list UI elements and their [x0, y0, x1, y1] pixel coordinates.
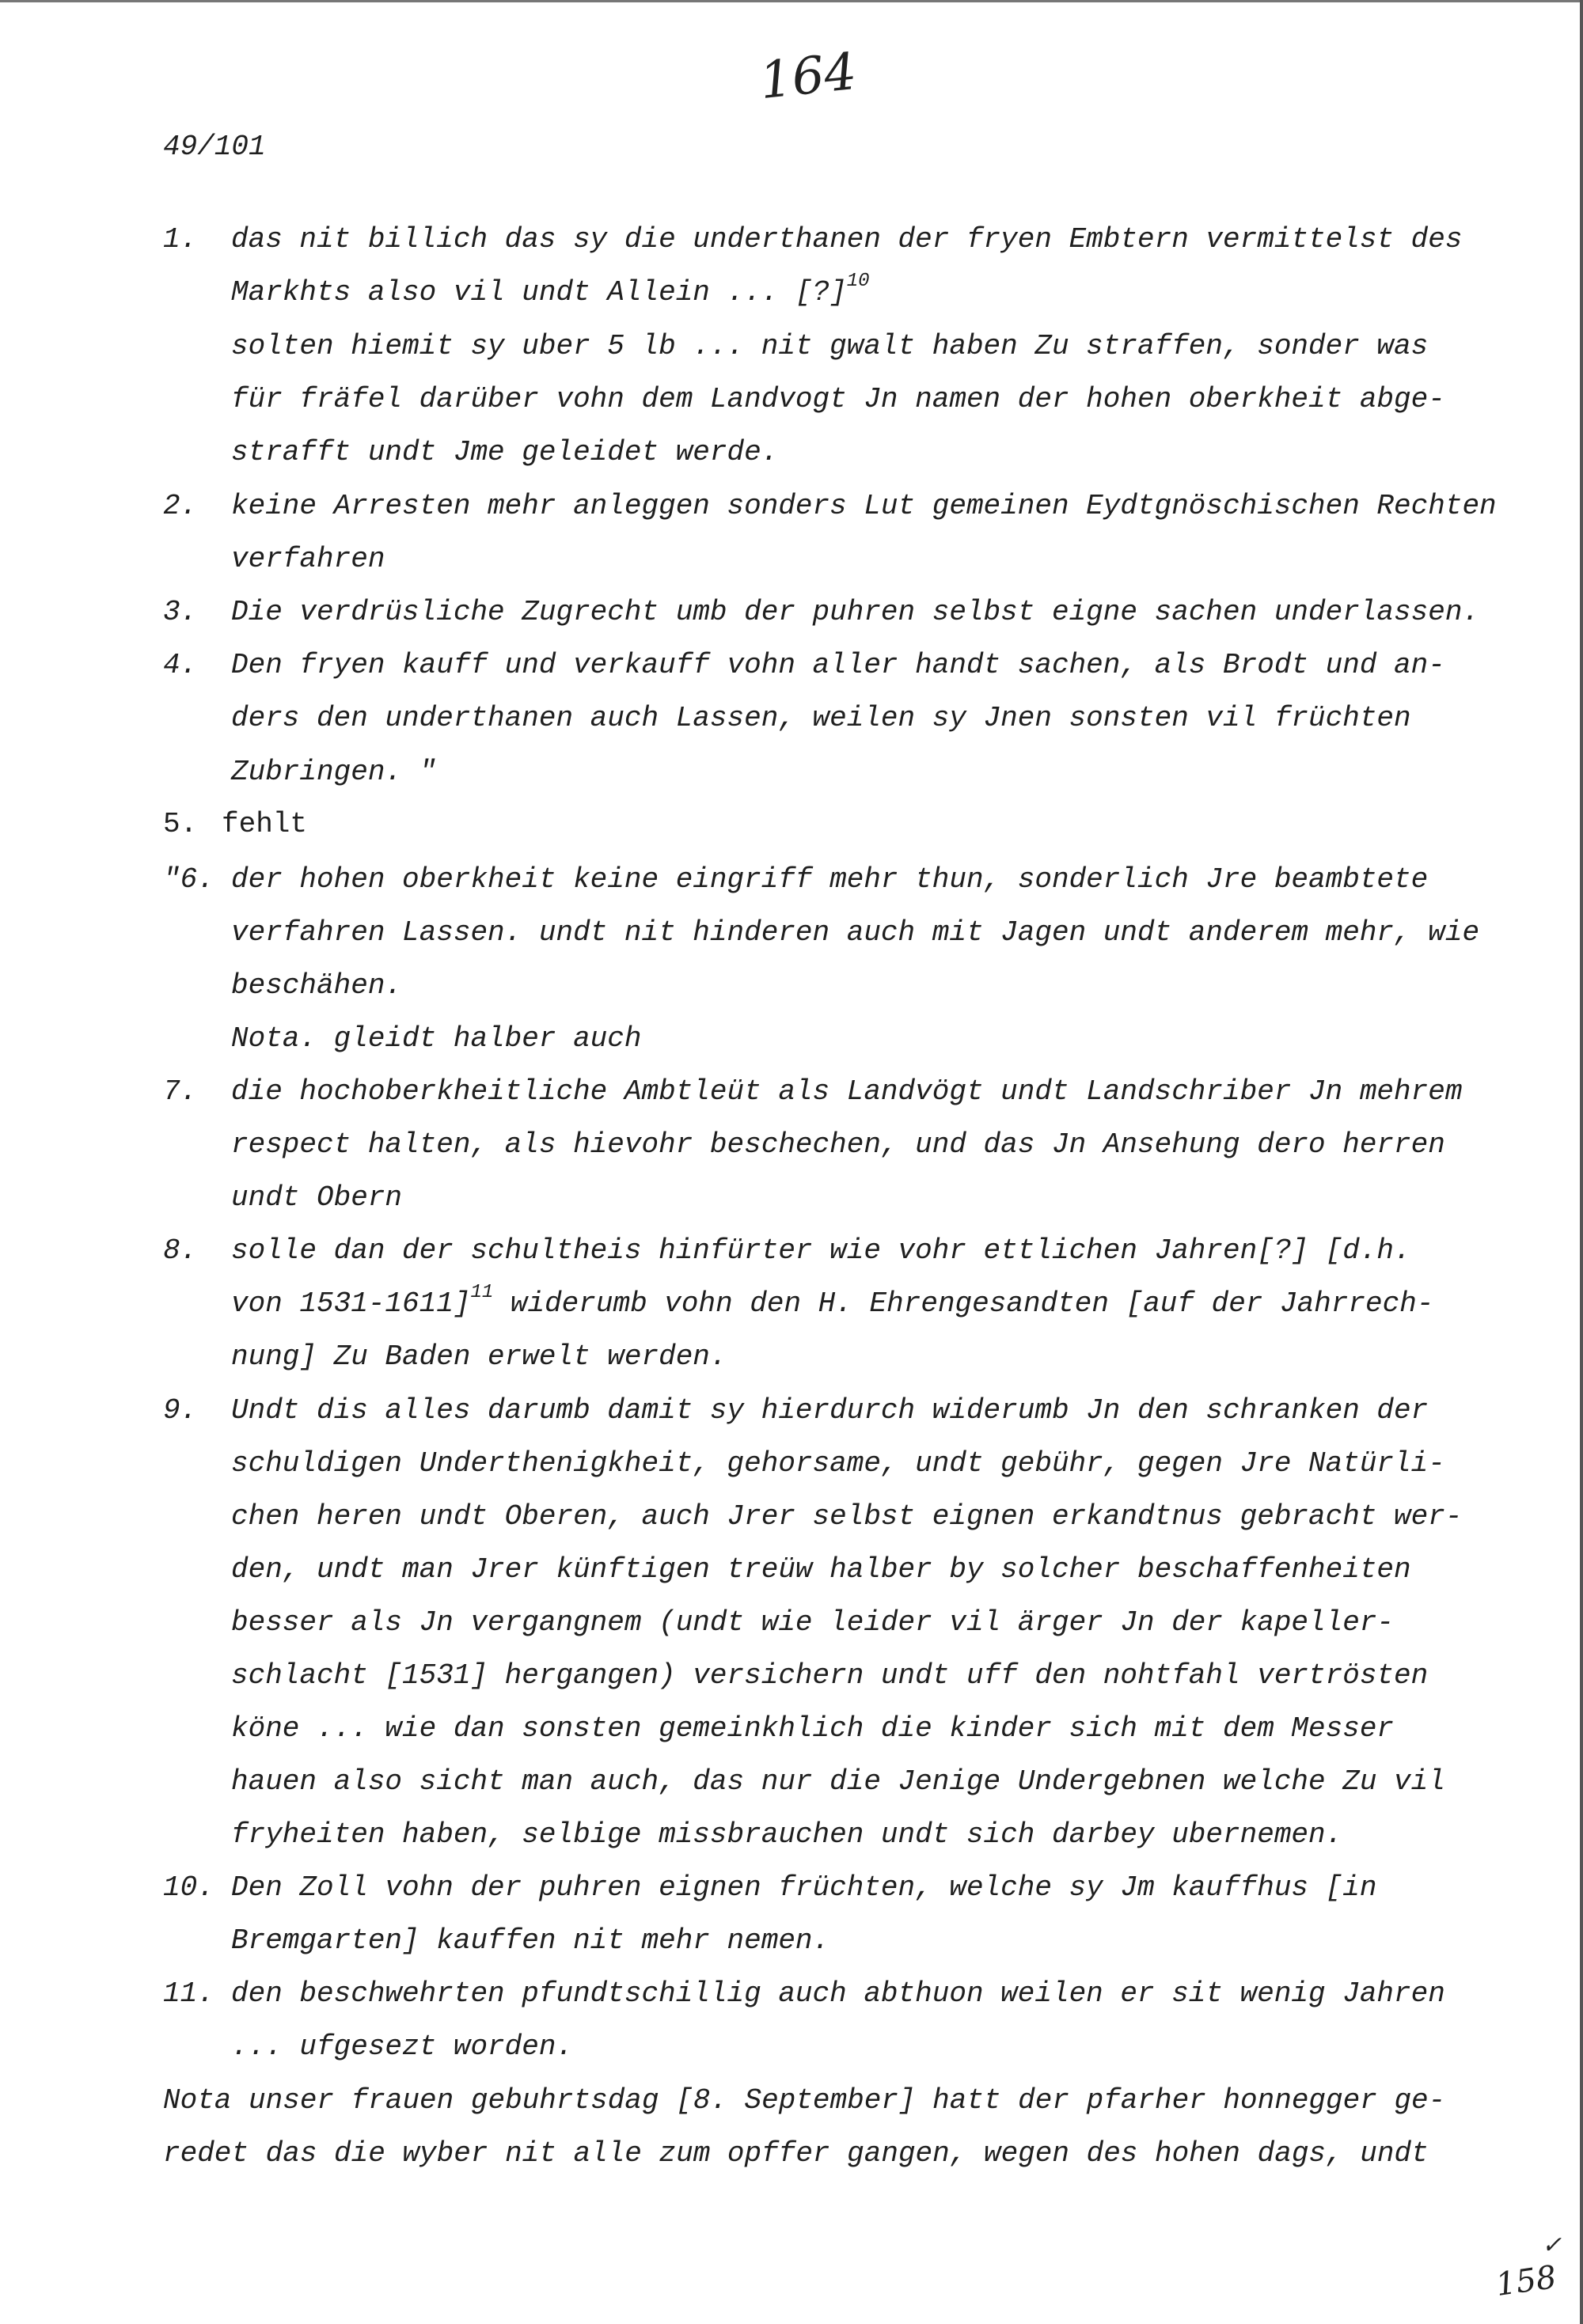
item-number: 10. [163, 1871, 214, 1904]
page-top-edge [0, 0, 1583, 2]
closing-note-line: redet das die wyber nit alle zum opffer gangen, wegen des hohen dags, undt [163, 2137, 1429, 2170]
text-line: den beschwehrten pfundtschillig auch abthuon weilen er sit wenig Jahren [231, 1977, 1445, 2010]
archive-signature: 49/101 [163, 131, 266, 163]
text-line: Den Zoll vohn der puhren eignen früchten, welche sy Jm kauffhus [in [231, 1871, 1377, 1904]
item-number: 1. [163, 223, 198, 256]
footnote-ref: 10 [846, 271, 870, 292]
item-number: 4. [163, 649, 198, 681]
text-line: Undt dis alles darumb damit sy hierdurch widerumb Jn den schranken der [231, 1394, 1429, 1427]
item-number: 8. [163, 1234, 198, 1267]
closing-note-line: Nota unser frauen gebuhrtsdag [8. September] hatt der pfarher honnegger ge- [163, 2084, 1446, 2117]
text-line: Nota. gleidt halber auch [231, 1022, 642, 1055]
item-number: 3. [163, 596, 198, 628]
item-number: 11. [163, 1977, 214, 2010]
text-line: strafft undt Jme geleidet werde. [231, 436, 779, 468]
text-line: ders den underthanen auch Lassen, weilen sy Jnen sonsten vil früchten [231, 702, 1411, 734]
page-right-edge [1580, 0, 1583, 2324]
text-line: verfahren Lassen. undt nit hinderen auch mit Jagen undt anderem mehr, wie [231, 916, 1480, 949]
footnote-ref: 11 [470, 1282, 494, 1303]
text-line: besser als Jn vergangnem (undt wie leider vil ärger Jn der kapeller- [231, 1606, 1395, 1639]
text-line: die hochoberkheitliche Ambtleüt als Landvögt undt Landschriber Jn mehrem [231, 1075, 1463, 1108]
text-line: für fräfel darüber vohn dem Landvogt Jn namen der hohen oberkheit abge- [231, 383, 1445, 415]
item-number: 2. [163, 490, 198, 522]
text-line: köne ... wie dan sonsten gemeinkhlich die kinder sich mit dem Messer [231, 1712, 1395, 1745]
text-line: solle dan der schultheis hinfürter wie vohr ettlichen Jahren[?] [d.h. [231, 1234, 1411, 1267]
corner-number-handwritten: 158 [1494, 2258, 1559, 2304]
text-line: den, undt man Jrer künftigen treüw halber by solcher beschaffenheiten [231, 1553, 1411, 1586]
item-number: 9. [163, 1394, 198, 1427]
text-line: verfahren [231, 543, 385, 575]
text-line: schlacht [1531] hergangen) versichern undt uff den nohtfahl vertrösten [231, 1659, 1429, 1692]
text-line: das nit billich das sy die underthanen der fryen Embtern vermittelst des [231, 223, 1463, 256]
text-line: ... ufgesezt worden. [231, 2030, 574, 2063]
folio-number-handwritten: 164 [757, 42, 860, 112]
text-line: fehlt [222, 808, 308, 840]
text-line: Bremgarten] kauffen nit mehr nemen. [231, 1924, 830, 1957]
item-number: 7. [163, 1075, 198, 1108]
text-line: solten hiemit sy uber 5 lb ... nit gwalt haben Zu straffen, sonder was [231, 330, 1429, 362]
item-number: 5. [163, 808, 198, 840]
text-line: Die verdrüsliche Zugrecht umb der puhren selbst eigne sachen underlassen. [231, 596, 1480, 628]
text-line: von 1531-1611]$^{11}$ widerumb vohn den H. Ehrengesandten [auf der Jahrrech- [231, 1282, 1434, 1320]
text-line: hauen also sicht man auch, das nur die Jenige Undergebnen welche Zu vil [231, 1765, 1445, 1798]
text-line: Zubringen. " [231, 756, 437, 788]
text-line: undt Obern [231, 1181, 403, 1214]
text-line: schuldigen Underthenigkheit, gehorsame, undt gebühr, gegen Jre Natürli- [231, 1447, 1445, 1480]
text-line: respect halten, als hievohr beschechen, und das Jn Ansehung dero herren [231, 1128, 1445, 1161]
item-number: "6. [163, 863, 214, 896]
text-line: Den fryen kauff und verkauff vohn aller handt sachen, als Brodt und an- [231, 649, 1445, 681]
text-line: chen heren undt Oberen, auch Jrer selbst eignen erkandtnus gebracht wer- [231, 1500, 1463, 1533]
text-line: nung] Zu Baden erwelt werden. [231, 1340, 727, 1373]
text-line: fryheiten haben, selbige missbrauchen undt sich darbey ubernemen. [231, 1818, 1343, 1851]
text-line: Markhts also vil undt Allein ... [?]$^{10}$ [231, 271, 870, 309]
text-line: der hohen oberkheit keine eingriff mehr thun, sonderlich Jre beambtete [231, 863, 1429, 896]
text-line: keine Arresten mehr anleggen sonders Lut gemeinen Eydtgnöschischen Rechten [231, 490, 1497, 522]
text-line: beschähen. [231, 969, 403, 1002]
corner-check-mark: ✓ [1542, 2231, 1562, 2259]
